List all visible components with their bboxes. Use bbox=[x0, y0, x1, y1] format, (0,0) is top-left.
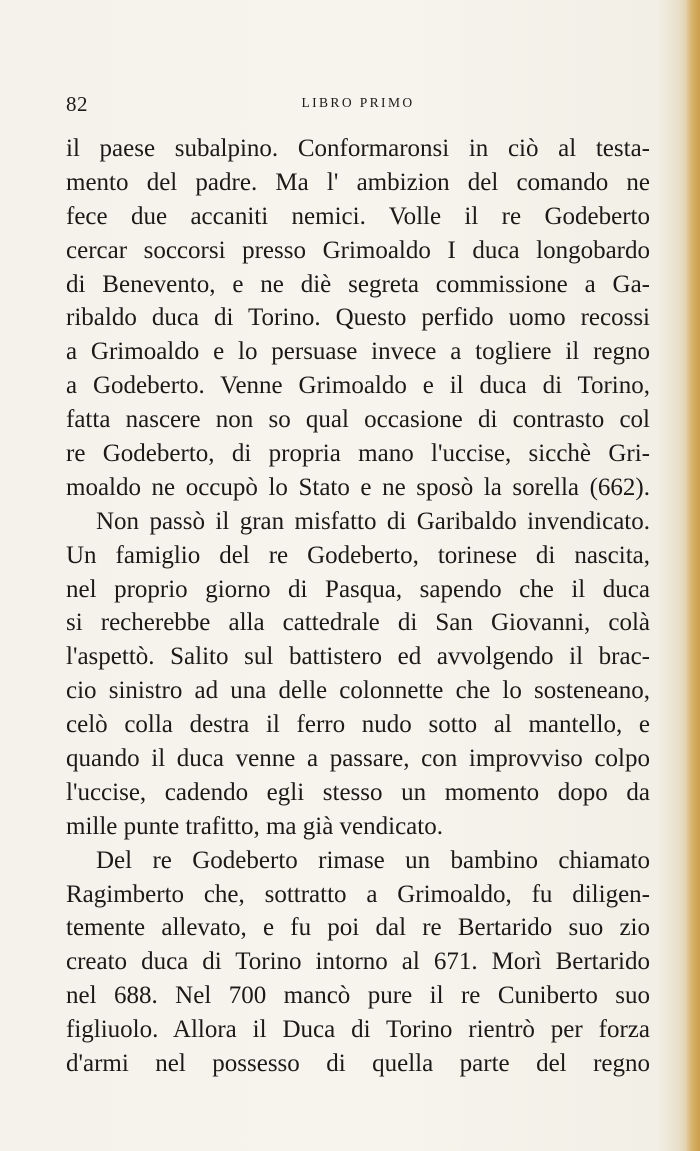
text-line: d'armi nel possesso di quella parte del regno bbox=[66, 1050, 650, 1078]
page-number: 82 bbox=[66, 92, 88, 116]
text-line: nel proprio giorno di Pasqua, sapendo che il duca bbox=[66, 575, 650, 603]
text-line: l'uccise, cadendo egli stesso un momento dopo da bbox=[66, 778, 650, 806]
text-line: il paese subalpino. Conformaronsi in ciò al testa- bbox=[66, 135, 650, 162]
running-head: LIBRO PRIMO bbox=[301, 95, 415, 110]
text-line: creato duca di Torino intorno al 671. Morì Bertarido bbox=[66, 948, 650, 976]
paragraph-3 bbox=[66, 844, 650, 1081]
text-line: fatta nascere non so qual occasione di contrasto col bbox=[66, 406, 650, 434]
text-line: nel 688. Nel 700 mancò pure il re Cuniberto suo bbox=[66, 982, 650, 1010]
text-line: si recherebbe alla cattedrale di San Giovanni, colà bbox=[66, 609, 650, 637]
text-line: cercar soccorsi presso Grimoaldo I duca longobardo bbox=[66, 236, 650, 264]
text-line: figliuolo. Allora il Duca di Torino rientrò per forza bbox=[66, 1016, 650, 1044]
text-line: Ragimberto che, sottratto a Grimoaldo, fu diligen- bbox=[66, 880, 650, 908]
text-line: ribaldo duca di Torino. Questo perfido uomo recossi bbox=[66, 304, 650, 332]
page-edge bbox=[686, 0, 700, 1151]
text-line: quando il duca venne a passare, con improvviso colpo bbox=[66, 745, 650, 773]
text-line: cio sinistro ad una delle colonnette che lo sosteneano, bbox=[66, 677, 650, 705]
text-line: Un famiglio del re Godeberto, torinese di nascita, bbox=[66, 541, 650, 569]
text-line: a Grimoaldo e lo persuase invece a togliere il regno bbox=[66, 338, 650, 366]
text-line: celò colla destra il ferro nudo sotto al mantello, e bbox=[66, 711, 650, 739]
text-line: di Benevento, e ne diè segreta commissione a Ga- bbox=[66, 270, 650, 298]
paragraph-2 bbox=[66, 505, 650, 844]
text-line: moaldo ne occupò lo Stato e ne sposò la sorella (662). bbox=[66, 473, 650, 501]
text-line: mille punte trafitto, ma già vendicato. bbox=[66, 812, 443, 840]
text-line: fece due accaniti nemici. Volle il re Godeberto bbox=[66, 202, 650, 230]
body-text bbox=[66, 132, 650, 1081]
text-line: mento del padre. Ma l' ambizion del comando ne bbox=[66, 168, 650, 196]
text-line: re Godeberto, di propria mano l'uccise, sicchè Gri- bbox=[66, 440, 650, 468]
text-line: l'aspettò. Salito sul battistero ed avvolgendo il brac- bbox=[66, 643, 650, 671]
text-line: temente allevato, e fu poi dal re Bertarido suo zio bbox=[66, 914, 650, 942]
paragraph-1 bbox=[66, 132, 650, 505]
text-line: Del re Godeberto rimase un bambino chiamato bbox=[96, 846, 650, 874]
text-line: Non passò il gran misfatto di Garibaldo invendicato. bbox=[96, 507, 650, 535]
text-line: a Godeberto. Venne Grimoaldo e il duca di Torino, bbox=[66, 372, 650, 400]
page-header bbox=[66, 92, 650, 116]
